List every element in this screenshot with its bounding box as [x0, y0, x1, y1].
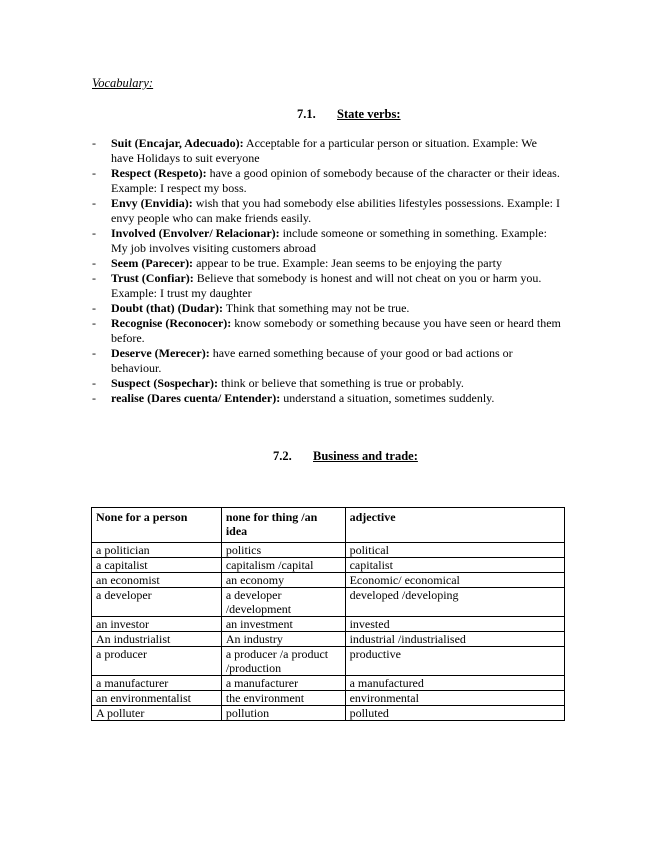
cell-adjective: Economic/ economical — [345, 573, 564, 588]
cell-adjective: industrial /industrialised — [345, 632, 564, 647]
cell-adjective: a manufactured — [345, 676, 564, 691]
bullet-dash: - — [92, 376, 96, 390]
verb-definition: have earned something because of your good or bad actions or behaviour. — [111, 346, 513, 375]
verb-term: Recognise (Reconocer): — [111, 316, 232, 330]
verb-definition: understand a situation, sometimes suddenly. — [283, 391, 495, 405]
table-row — [92, 588, 565, 617]
cell-thing: politics — [221, 543, 345, 558]
cell-thing: capitalism /capital — [221, 558, 345, 573]
cell-thing: a developer /development — [221, 588, 345, 617]
cell-person: an economist — [92, 573, 222, 588]
cell-person: a developer — [92, 588, 222, 617]
verb-term: Respect (Respeto): — [111, 166, 207, 180]
state-verbs-list — [92, 136, 562, 406]
verb-term: Seem (Parecer): — [111, 256, 194, 270]
bullet-dash: - — [92, 271, 96, 285]
section-number: 7.1. — [297, 107, 316, 121]
cell-person: a politician — [92, 543, 222, 558]
verb-definition: wish that you had somebody else abilities lifestyles possessions. Example: I envy people who can make friends easily. — [111, 196, 560, 225]
list-item — [92, 226, 562, 256]
cell-person: a producer — [92, 647, 222, 676]
list-item — [92, 316, 562, 346]
cell-thing: an investment — [221, 617, 345, 632]
table-row — [92, 558, 565, 573]
bullet-dash: - — [92, 391, 96, 405]
verb-term: Envy (Envidia): — [111, 196, 193, 210]
list-item — [92, 196, 562, 226]
table-body — [92, 543, 565, 721]
cell-adjective: invested — [345, 617, 564, 632]
cell-thing: a manufacturer — [221, 676, 345, 691]
cell-adjective: developed /developing — [345, 588, 564, 617]
table-row — [92, 691, 565, 706]
verb-term: Doubt (that) (Dudar): — [111, 301, 223, 315]
cell-person: an environmentalist — [92, 691, 222, 706]
table-row — [92, 573, 565, 588]
verb-term: Deserve (Merecer): — [111, 346, 210, 360]
list-item — [92, 376, 562, 391]
verb-term: Suspect (Sospechar): — [111, 376, 218, 390]
table-row — [92, 543, 565, 558]
section-number: 7.2. — [273, 449, 292, 463]
section-heading-business-trade — [273, 449, 418, 464]
cell-person: a capitalist — [92, 558, 222, 573]
verb-definition: think or believe that something is true or probably. — [221, 376, 464, 390]
cell-thing: an economy — [221, 573, 345, 588]
list-item — [92, 346, 562, 376]
bullet-dash: - — [92, 346, 96, 360]
section-title: Business and trade: — [313, 449, 418, 463]
list-item — [92, 391, 562, 406]
list-item — [92, 166, 562, 196]
verb-term: realise (Dares cuenta/ Entender): — [111, 391, 281, 405]
cell-adjective: polluted — [345, 706, 564, 721]
cell-thing: pollution — [221, 706, 345, 721]
cell-person: a manufacturer — [92, 676, 222, 691]
section-title: State verbs: — [337, 107, 401, 121]
bullet-dash: - — [92, 166, 96, 180]
list-item — [92, 256, 562, 271]
column-header-adjective: adjective — [345, 508, 564, 543]
section-heading-state-verbs — [297, 107, 401, 122]
cell-adjective: productive — [345, 647, 564, 676]
verb-term: Involved (Envolver/ Relacionar): — [111, 226, 280, 240]
cell-thing: a producer /a product /production — [221, 647, 345, 676]
verb-definition: know somebody or something because you have seen or heard them before. — [111, 316, 561, 345]
list-item — [92, 301, 562, 316]
verb-term: Trust (Confiar): — [111, 271, 194, 285]
verb-term: Suit (Encajar, Adecuado): — [111, 136, 244, 150]
cell-person: An industrialist — [92, 632, 222, 647]
list-item — [92, 136, 562, 166]
bullet-dash: - — [92, 316, 96, 330]
verb-definition: appear to be true. Example: Jean seems to be enjoying the party — [196, 256, 502, 270]
bullet-dash: - — [92, 256, 96, 270]
table-row — [92, 632, 565, 647]
bullet-dash: - — [92, 226, 96, 240]
verb-definition: include someone or something in something. Example: My job involves visiting customers abroad — [111, 226, 547, 255]
cell-adjective: political — [345, 543, 564, 558]
column-header-thing: none for thing /an idea — [221, 508, 345, 543]
cell-thing: An industry — [221, 632, 345, 647]
table-header-row — [92, 508, 565, 543]
cell-adjective: capitalist — [345, 558, 564, 573]
business-trade-table — [91, 507, 565, 721]
column-header-person: None for a person — [92, 508, 222, 543]
table-row — [92, 706, 565, 721]
verb-definition: Believe that somebody is honest and will not cheat on you or harm you. Example: I trust my daughter — [111, 271, 542, 300]
verb-definition: Acceptable for a particular person or situation. Example: We have Holidays to suit everyone — [111, 136, 537, 165]
table-row — [92, 647, 565, 676]
vocabulary-heading: Vocabulary: — [92, 76, 154, 90]
cell-person: A polluter — [92, 706, 222, 721]
verb-definition: Think that something may not be true. — [225, 301, 410, 315]
table-row — [92, 617, 565, 632]
cell-thing: the environment — [221, 691, 345, 706]
bullet-dash: - — [92, 301, 96, 315]
verb-definition: have a good opinion of somebody because of the character or their ideas. Example: I respect my boss. — [111, 166, 560, 195]
bullet-dash: - — [92, 196, 96, 210]
cell-adjective: environmental — [345, 691, 564, 706]
table-row — [92, 676, 565, 691]
cell-person: an investor — [92, 617, 222, 632]
list-item — [92, 271, 562, 301]
bullet-dash: - — [92, 136, 96, 150]
